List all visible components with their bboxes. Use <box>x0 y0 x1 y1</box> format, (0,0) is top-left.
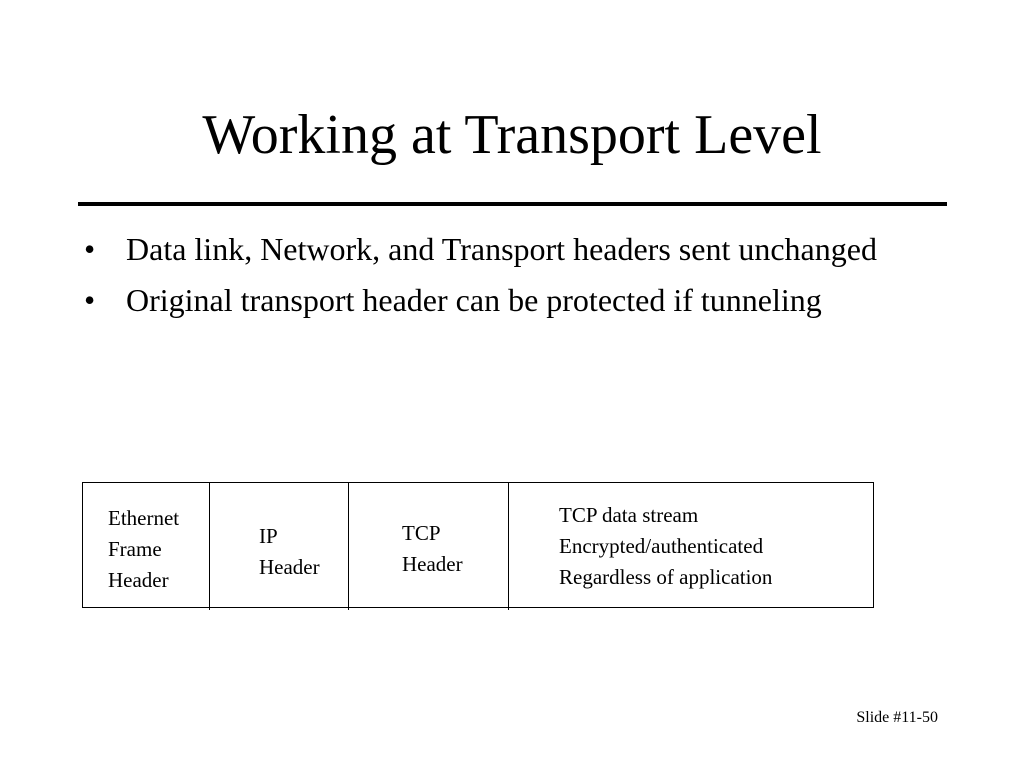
slide-number: Slide #11-50 <box>856 709 938 726</box>
bullet-text: Data link, Network, and Transport headers sent unchanged <box>126 231 877 267</box>
cell-divider <box>348 482 349 610</box>
cell-divider <box>508 482 509 610</box>
bullet-item <box>84 279 904 322</box>
tcp-data-stream-cell: TCP data stream Encrypted/authenticated Regardless of application <box>559 503 773 589</box>
cell-divider <box>209 482 210 610</box>
title-underline <box>78 202 947 206</box>
bullet-list <box>84 228 904 330</box>
packet-diagram <box>82 482 874 608</box>
bullet-marker: • <box>84 282 96 318</box>
bullet-item <box>84 228 904 271</box>
ip-header-cell: IP Header <box>259 524 320 579</box>
bullet-text: Original transport header can be protected if tunneling <box>126 282 822 318</box>
slide-title: Working at Transport Level <box>202 104 822 166</box>
tcp-header-cell: TCP Header <box>402 521 463 576</box>
bullet-marker: • <box>84 231 96 267</box>
ethernet-frame-header-cell: Ethernet Frame Header <box>108 506 180 592</box>
